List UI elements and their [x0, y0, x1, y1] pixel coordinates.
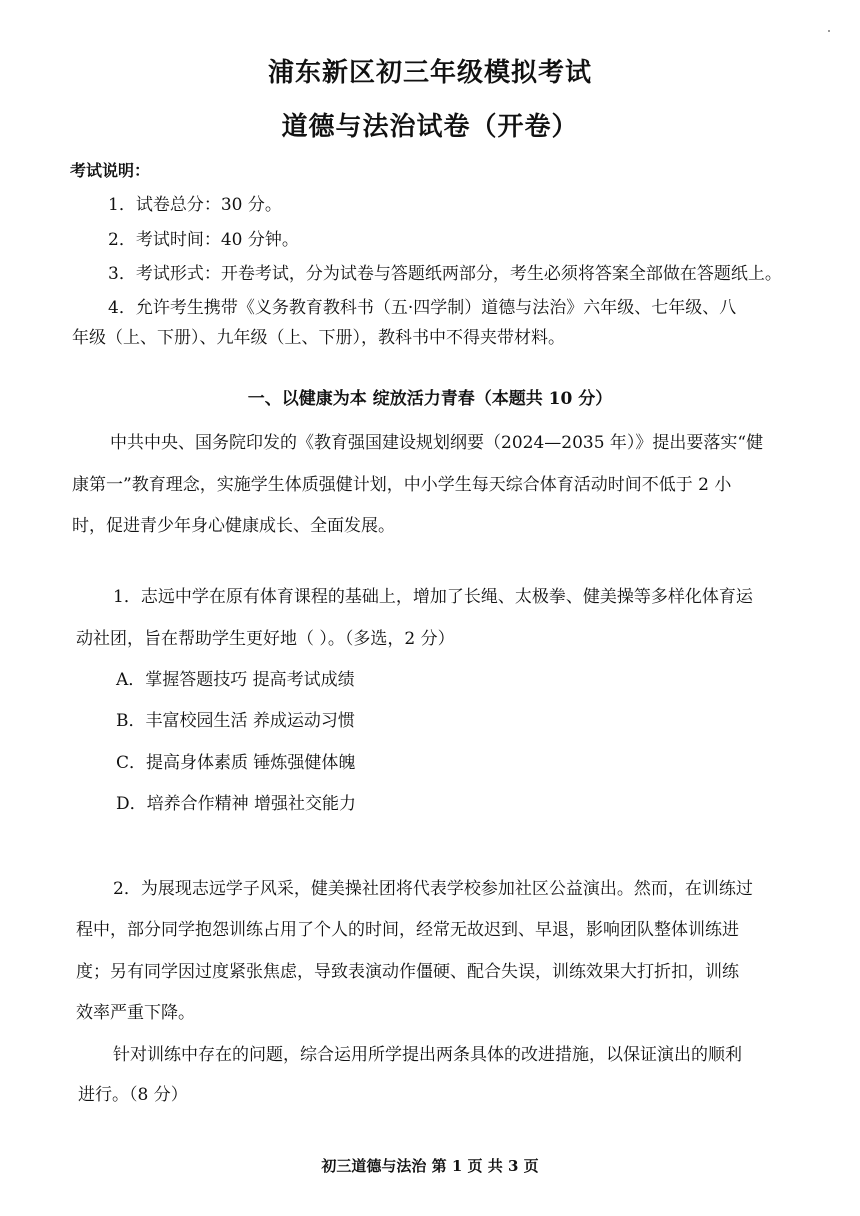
question-2-task-cont: 进行。（8 分）: [78, 1085, 188, 1105]
question-2-stem: 程中，部分同学抱怨训练占用了个人的时间，经常无故迟到、早退，影响团队整体训练进: [76, 920, 739, 940]
material-line: 时，促进青少年身心健康成长、全面发展。: [72, 516, 395, 536]
exam-subtitle: 道德与法治试卷（开卷）: [281, 112, 579, 142]
instructions-label: 考试说明：: [70, 161, 151, 180]
material-line: 中共中央、国务院印发的《教育强国建设规划纲要（2024—2035 年）》提出要落实“健: [110, 433, 764, 453]
option-b: B．丰富校园生活 养成运动习惯: [116, 711, 355, 731]
material-line: 康第一”教育理念，实施学生体质强健计划，中小学生每天综合体育活动时间不低于 2 小: [72, 475, 732, 495]
instruction-item-4-cont: 年级（上、下册）、九年级（上、下册），教科书中不得夹带材料。: [72, 328, 565, 348]
option-d: D．培养合作精神 增强社交能力: [116, 794, 357, 814]
question-2-stem: 2．为展现志远学子风采，健美操社团将代表学校参加社区公益演出。然而，在训练过: [113, 879, 753, 899]
section-title: 一、以健康为本 绽放活力青春（本题共 10 分）: [247, 389, 613, 409]
scan-mark: [828, 30, 830, 32]
exam-title: 浦东新区初三年级模拟考试: [267, 58, 592, 88]
page-footer: 初三道德与法治 第 1 页 共 3 页: [321, 1157, 539, 1175]
instruction-item-2: 2．考试时间：40 分钟。: [108, 230, 299, 250]
question-1-stem: 1．志远中学在原有体育课程的基础上，增加了长绳、太极拳、健美操等多样化体育运: [113, 587, 753, 607]
option-c: C．提高身体素质 锤炼强健体魄: [116, 753, 356, 773]
instruction-item-4: 4．允许考生携带《义务教育教科书（五·四学制）道德与法治》六年级、七年级、八: [108, 298, 737, 318]
question-1-stem-cont: 动社团，旨在帮助学生更好地（ ）。（多选，2 分）: [76, 629, 455, 649]
option-a: A．掌握答题技巧 提高考试成绩: [116, 670, 355, 690]
question-2-stem: 效率严重下降。: [76, 1003, 195, 1023]
question-2-stem: 度；另有同学因过度紧张焦虑，导致表演动作僵硬、配合失误，训练效果大打折扣，训练: [76, 962, 739, 982]
instruction-item-1: 1．试卷总分：30 分。: [108, 195, 282, 215]
instruction-item-3: 3．考试形式：开卷考试，分为试卷与答题纸两部分，考生必须将答案全部做在答题纸上。: [108, 264, 782, 284]
question-2-task: 针对训练中存在的问题，综合运用所学提出两条具体的改进措施，以保证演出的顺利: [113, 1045, 742, 1065]
